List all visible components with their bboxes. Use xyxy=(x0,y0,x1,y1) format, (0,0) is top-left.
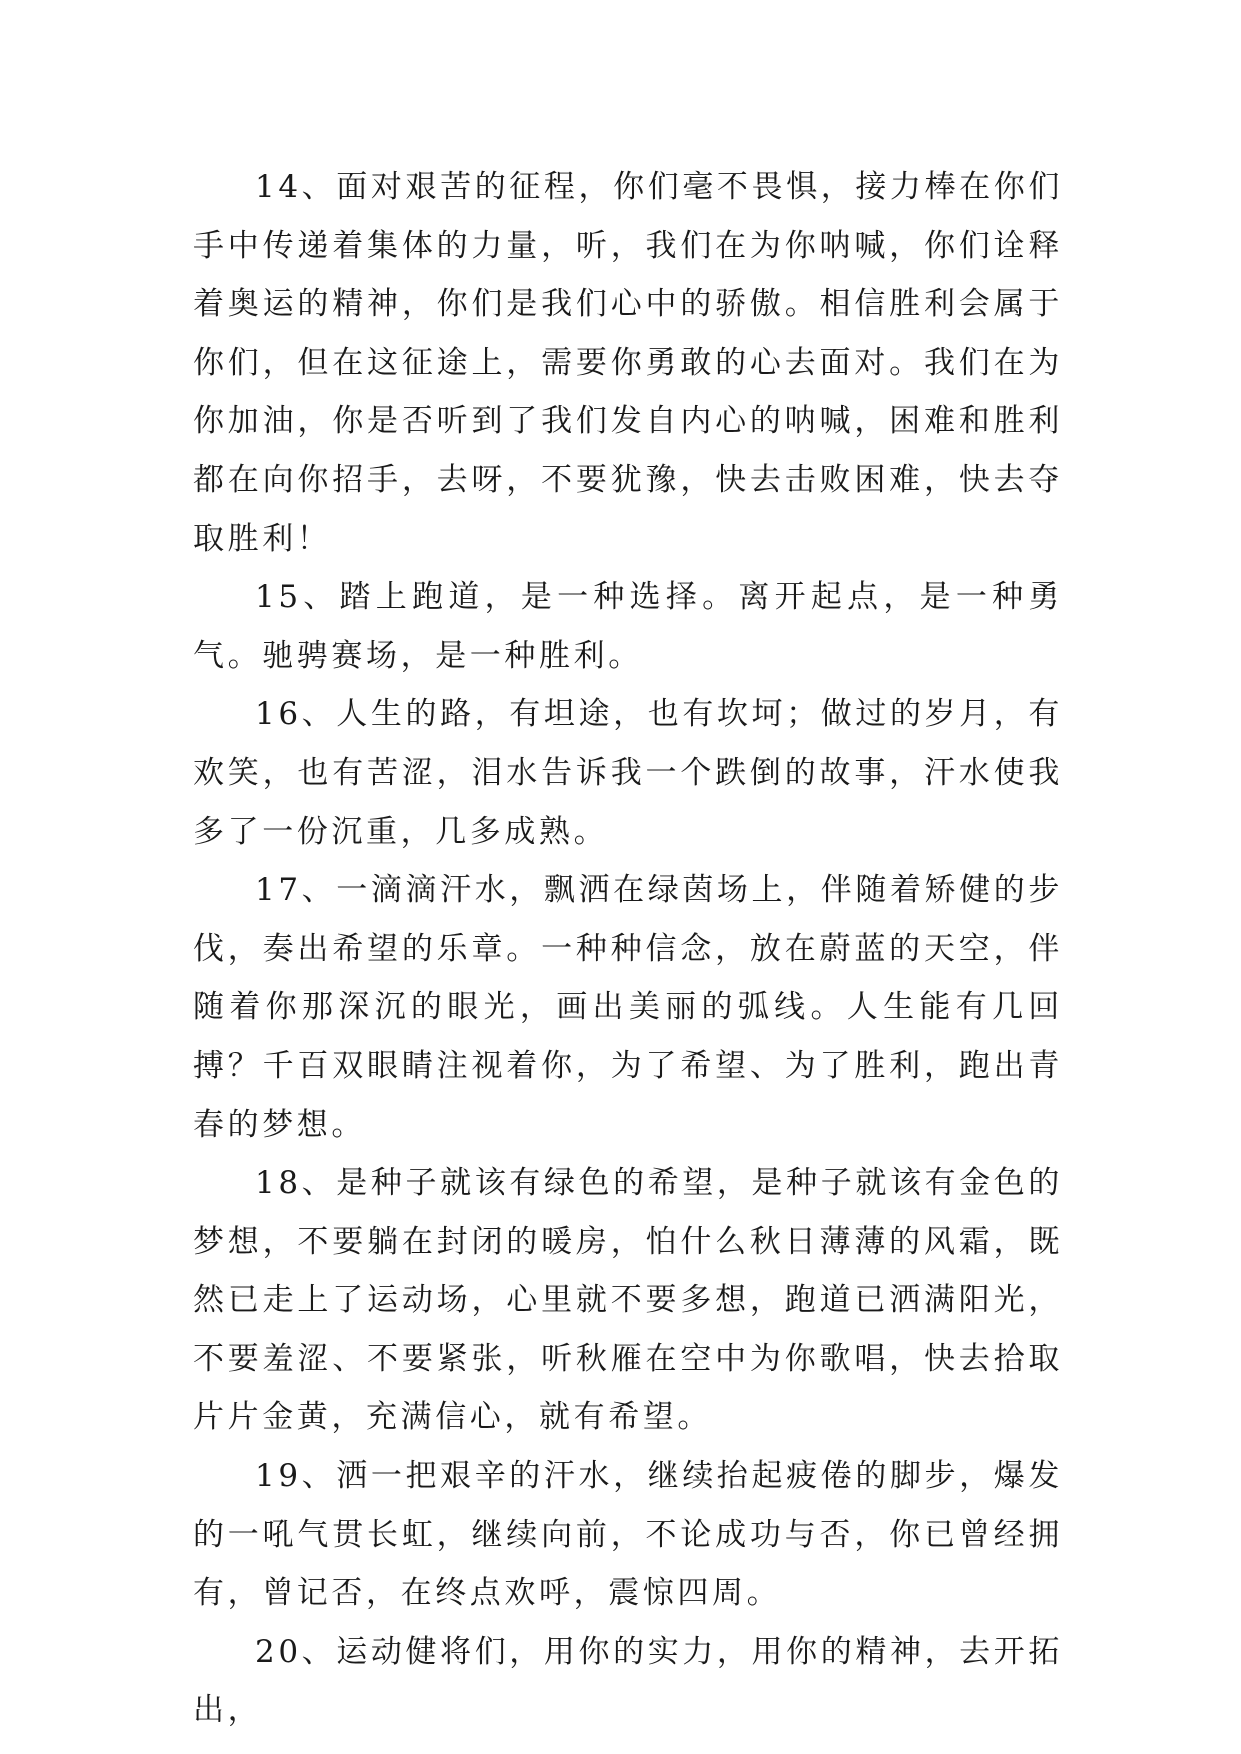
paragraph-19: 19、洒一把艰辛的汗水，继续抬起疲倦的脚步，爆发的一吼气贯长虹，继续向前，不论成功与否，你已曾经拥有，曾记否，在终点欢呼，震惊四周。 xyxy=(193,1458,1063,1612)
paragraph-14: 14、面对艰苦的征程，你们毫不畏惧，接力棒在你们手中传递着集体的力量，听，我们在为你呐喊，你们诠释着奥运的精神，你们是我们心中的骄傲。相信胜利会属于你们，但在这征途上，需要你勇敢的心去面对。我们在为你加油，你是否听到了我们发自内心的呐喊，困难和胜利都在向你招手，去呀，不要犹豫，快去击败困难，快去夺取胜利！ xyxy=(193,169,1063,557)
paragraph-16: 16、人生的路，有坦途，也有坎坷；做过的岁月，有欢笑，也有苦涩，泪水告诉我一个跌倒的故事，汗水使我多了一份沉重，几多成熟。 xyxy=(193,696,1063,850)
paragraph-20: 20、运动健将们，用你的实力，用你的精神，去开拓出， xyxy=(193,1633,1063,1729)
paragraph-17: 17、一滴滴汗水，飘洒在绿茵场上，伴随着矫健的步伐，奏出希望的乐章。一种种信念，放在蔚蓝的天空，伴随着你那深沉的眼光，画出美丽的弧线。人生能有几回搏？千百双眼睛注视着你，为了希望、为了胜利，跑出青春的梦想。 xyxy=(193,872,1063,1143)
document-body xyxy=(193,158,1063,1740)
paragraph-18: 18、是种子就该有绿色的希望，是种子就该有金色的梦想，不要躺在封闭的暖房，怕什么秋日薄薄的风霜，既然已走上了运动场，心里就不要多想，跑道已洒满阳光，不要羞涩、不要紧张，听秋雁在空中为你歌唱，快去拾取片片金黄，充满信心，就有希望。 xyxy=(193,1165,1063,1436)
paragraph-15: 15、踏上跑道，是一种选择。离开起点，是一种勇气。驰骋赛场，是一种胜利。 xyxy=(193,579,1063,674)
